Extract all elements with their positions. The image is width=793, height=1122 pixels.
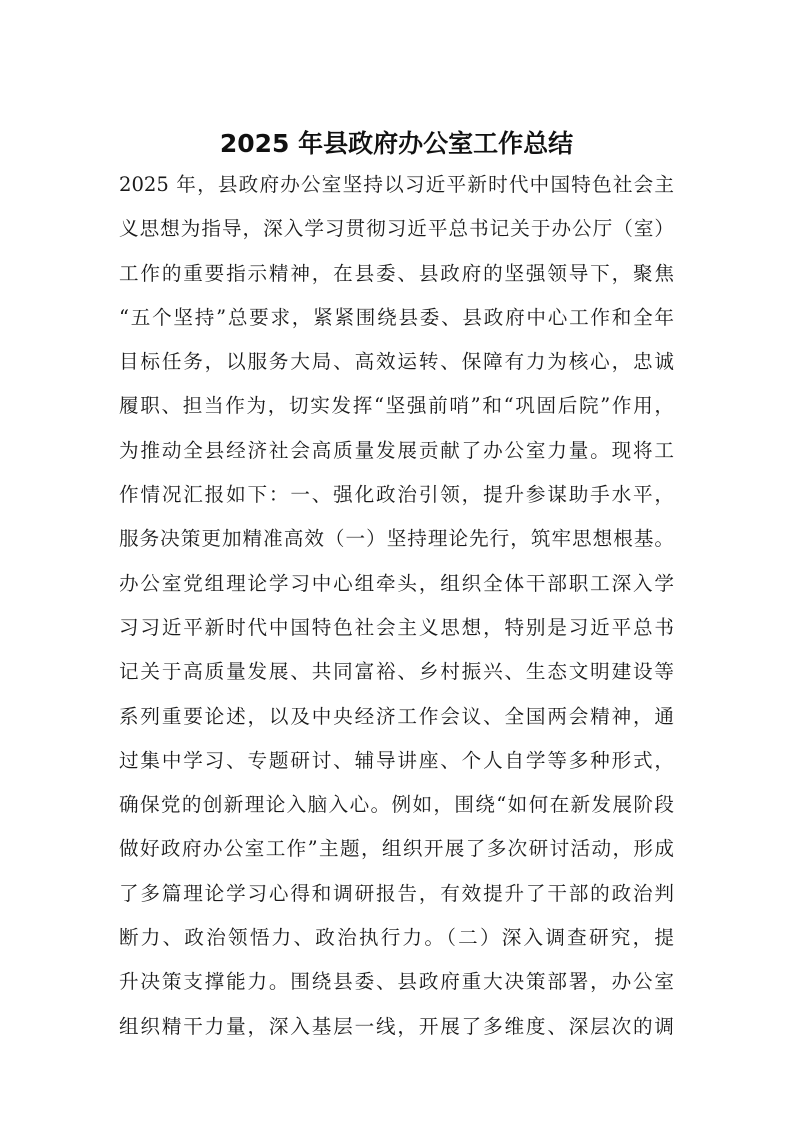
text-line: 义思想为指导，深入学习贯彻习近平总书记关于办公厅（室） <box>119 217 674 241</box>
text-line: 升决策支撑能力。围绕县委、县政府重大决策部署，办公室 <box>119 970 674 994</box>
text-line: 系列重要论述，以及中央经济工作会议、全国两会精神，通 <box>119 704 674 728</box>
text-line: 过集中学习、专题研讨、辅导讲座、个人自学等多种形式， <box>119 748 674 772</box>
text-line: 作情况汇报如下：一、强化政治引领，提升参谋助手水平， <box>119 483 674 507</box>
text-line: 履职、担当作为，切实发挥“坚强前哨”和“巩固后院”作用， <box>119 394 674 418</box>
text-line: 服务决策更加精准高效（一）坚持理论先行，筑牢思想根基。 <box>119 527 674 551</box>
text-line: 了多篇理论学习心得和调研报告，有效提升了干部的政治判 <box>119 881 674 905</box>
text-line: 目标任务，以服务大局、高效运转、保障有力为核心，忠诚 <box>119 350 674 374</box>
text-line: 习习近平新时代中国特色社会主义思想，特别是习近平总书 <box>119 615 674 639</box>
text-line: 办公室党组理论学习中心组牵头，组织全体干部职工深入学 <box>119 571 674 595</box>
document-title: 2025 年县政府办公室工作总结 <box>219 129 574 158</box>
text-line: 记关于高质量发展、共同富裕、乡村振兴、生态文明建设等 <box>119 660 674 684</box>
text-line: 为推动全县经济社会高质量发展贡献了办公室力量。现将工 <box>119 438 674 462</box>
text-line: 确保党的创新理论入脑入心。例如，围绕“如何在新发展阶段 <box>119 793 674 817</box>
text-line: 断力、政治领悟力、政治执行力。（二）深入调查研究，提 <box>119 926 674 950</box>
document-body <box>119 163 674 1049</box>
text-line: 组织精干力量，深入基层一线，开展了多维度、深层次的调 <box>119 1014 674 1038</box>
text-line: 工作的重要指示精神，在县委、县政府的坚强领导下，聚焦 <box>119 261 674 285</box>
text-line: 2025 年，县政府办公室坚持以习近平新时代中国特色社会主 <box>119 173 674 196</box>
text-line: “五个坚持”总要求，紧紧围绕县委、县政府中心工作和全年 <box>119 305 674 329</box>
text-line: 做好政府办公室工作”主题，组织开展了多次研讨活动，形成 <box>119 837 674 861</box>
